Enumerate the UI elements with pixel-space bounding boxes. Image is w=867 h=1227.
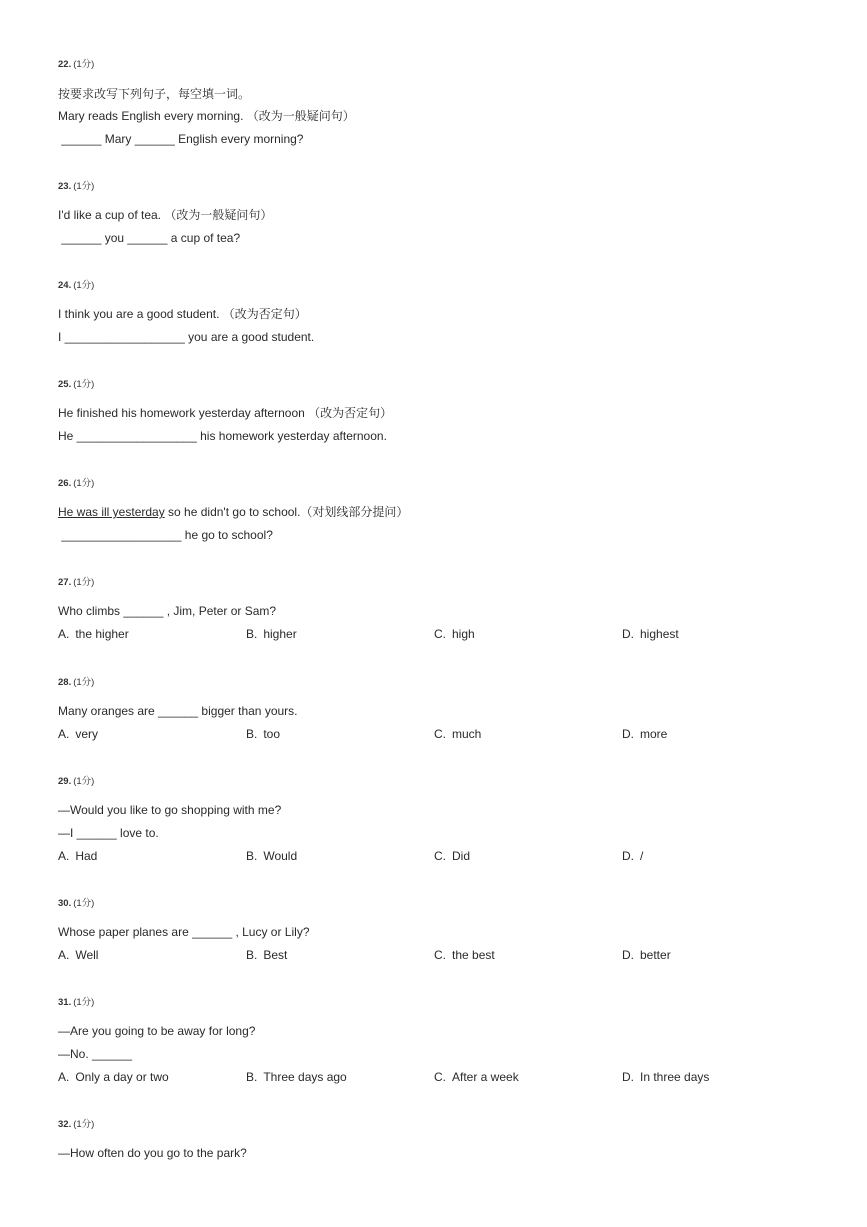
option-a[interactable] — [58, 626, 129, 642]
question-number-label: 22. — [58, 59, 72, 70]
question-points: (1分) — [73, 898, 95, 909]
instruction-text: 按要求改写下列句子，每空填一词。 — [58, 87, 251, 101]
option-text: high — [452, 627, 475, 641]
answer-blank-line[interactable]: ______ you ______ a cup of tea? — [58, 231, 241, 245]
option-text: Had — [75, 849, 98, 863]
option-label: A. — [58, 948, 70, 962]
option-text: too — [263, 727, 281, 741]
option-text: Only a day or two — [75, 1070, 169, 1084]
question-points: (1分) — [73, 478, 95, 489]
option-text: better — [640, 948, 671, 962]
question-points: (1分) — [73, 181, 95, 192]
option-b[interactable] — [246, 1069, 347, 1085]
dialogue-line: —No. ______ — [58, 1047, 133, 1061]
question-29 — [58, 776, 818, 863]
option-c[interactable] — [434, 726, 481, 742]
option-label: C. — [434, 948, 446, 962]
option-d[interactable] — [622, 626, 679, 642]
option-label: B. — [246, 627, 258, 641]
question-24 — [58, 280, 818, 344]
option-text: Best — [263, 948, 288, 962]
question-number-label: 27. — [58, 577, 72, 588]
question-25 — [58, 379, 818, 443]
option-label: C. — [434, 627, 446, 641]
question-number-label: 25. — [58, 379, 72, 390]
question-points: (1分) — [73, 677, 95, 688]
question-sentence: Who climbs ______ , Jim, Peter or Sam? — [58, 604, 277, 618]
option-text: / — [640, 849, 644, 863]
option-label: B. — [246, 1070, 258, 1084]
sentence-remainder: so he didn't go to school.（对划线部分提问） — [164, 505, 409, 519]
question-sentence: Whose paper planes are ______ , Lucy or Lily? — [58, 925, 310, 939]
option-d[interactable] — [622, 1069, 709, 1085]
option-label: A. — [58, 1070, 70, 1084]
question-points: (1分) — [73, 280, 95, 291]
question-number — [58, 379, 818, 391]
option-text: the higher — [75, 627, 129, 641]
option-label: C. — [434, 727, 446, 741]
option-c[interactable] — [434, 1069, 519, 1085]
question-number-label: 31. — [58, 997, 72, 1008]
question-sentence — [58, 504, 408, 520]
option-a[interactable] — [58, 848, 97, 864]
option-a[interactable] — [58, 726, 98, 742]
option-text: highest — [640, 627, 679, 641]
question-sentence: I think you are a good student. （改为否定句） — [58, 307, 307, 321]
option-text: very — [75, 727, 99, 741]
option-label: A. — [58, 627, 70, 641]
option-a[interactable] — [58, 947, 98, 963]
dialogue-line: —How often do you go to the park? — [58, 1146, 247, 1160]
question-30 — [58, 898, 818, 962]
answer-blank-line[interactable]: ______ Mary ______ English every morning? — [58, 132, 304, 146]
question-28 — [58, 677, 818, 741]
question-22 — [58, 59, 818, 146]
question-sentence: Mary reads English every morning. （改为一般疑问句） — [58, 109, 355, 123]
option-label: B. — [246, 727, 258, 741]
option-label: D. — [622, 627, 634, 641]
question-sentence: I'd like a cup of tea. （改为一般疑问句） — [58, 208, 273, 222]
dialogue-line: —I ______ love to. — [58, 826, 159, 840]
option-a[interactable] — [58, 1069, 169, 1085]
option-label: D. — [622, 948, 634, 962]
option-d[interactable] — [622, 848, 643, 864]
question-points: (1分) — [73, 776, 95, 787]
option-b[interactable] — [246, 626, 297, 642]
option-text: higher — [263, 627, 297, 641]
question-points: (1分) — [73, 59, 95, 70]
question-32 — [58, 1119, 818, 1160]
question-number — [58, 478, 818, 490]
option-d[interactable] — [622, 947, 671, 963]
option-label: A. — [58, 727, 70, 741]
option-label: D. — [622, 727, 634, 741]
option-label: D. — [622, 849, 634, 863]
option-label: C. — [434, 1070, 446, 1084]
option-label: B. — [246, 948, 258, 962]
option-text: In three days — [640, 1070, 710, 1084]
option-text: more — [640, 727, 668, 741]
option-text: Would — [263, 849, 298, 863]
option-d[interactable] — [622, 726, 667, 742]
question-points: (1分) — [73, 997, 95, 1008]
question-number — [58, 181, 818, 193]
question-number-label: 30. — [58, 898, 72, 909]
question-number-label: 29. — [58, 776, 72, 787]
question-number-label: 28. — [58, 677, 72, 688]
question-26 — [58, 478, 818, 542]
option-text: Three days ago — [263, 1070, 347, 1084]
question-number-label: 24. — [58, 280, 72, 291]
underlined-phrase: He was ill yesterday — [58, 505, 165, 519]
dialogue-line: —Would you like to go shopping with me? — [58, 803, 282, 817]
option-text: much — [452, 727, 482, 741]
answer-blank-line[interactable]: I __________________ you are a good student. — [58, 330, 315, 344]
question-number — [58, 997, 818, 1009]
option-text: the best — [452, 948, 495, 962]
question-number-label: 32. — [58, 1119, 72, 1130]
option-text: Well — [75, 948, 99, 962]
question-points: (1分) — [73, 1119, 95, 1130]
answer-blank-line[interactable]: __________________ he go to school? — [58, 528, 273, 542]
answer-blank-line[interactable]: He __________________ his homework yesterday afternoon. — [58, 429, 387, 443]
question-number-label: 23. — [58, 181, 72, 192]
option-b[interactable] — [246, 947, 287, 963]
option-label: A. — [58, 849, 70, 863]
option-c[interactable] — [434, 947, 495, 963]
option-b[interactable] — [246, 848, 297, 864]
option-c[interactable] — [434, 626, 475, 642]
dialogue-line: —Are you going to be away for long? — [58, 1024, 256, 1038]
question-number — [58, 776, 818, 788]
question-sentence: He finished his homework yesterday afternoon （改为否定句） — [58, 406, 393, 420]
option-label: D. — [622, 1070, 634, 1084]
question-number-label: 26. — [58, 478, 72, 489]
question-27 — [58, 577, 818, 641]
question-number — [58, 280, 818, 292]
question-23 — [58, 181, 818, 245]
question-sentence: Many oranges are ______ bigger than yours. — [58, 704, 298, 718]
question-number — [58, 59, 818, 71]
question-31 — [58, 997, 818, 1084]
option-text: After a week — [452, 1070, 519, 1084]
question-number — [58, 577, 818, 589]
option-label: C. — [434, 849, 446, 863]
question-points: (1分) — [73, 379, 95, 390]
option-text: Did — [452, 849, 471, 863]
question-points: (1分) — [73, 577, 95, 588]
option-label: B. — [246, 849, 258, 863]
question-number — [58, 1119, 818, 1131]
question-number — [58, 677, 818, 689]
question-number — [58, 898, 818, 910]
option-b[interactable] — [246, 726, 280, 742]
option-c[interactable] — [434, 848, 470, 864]
